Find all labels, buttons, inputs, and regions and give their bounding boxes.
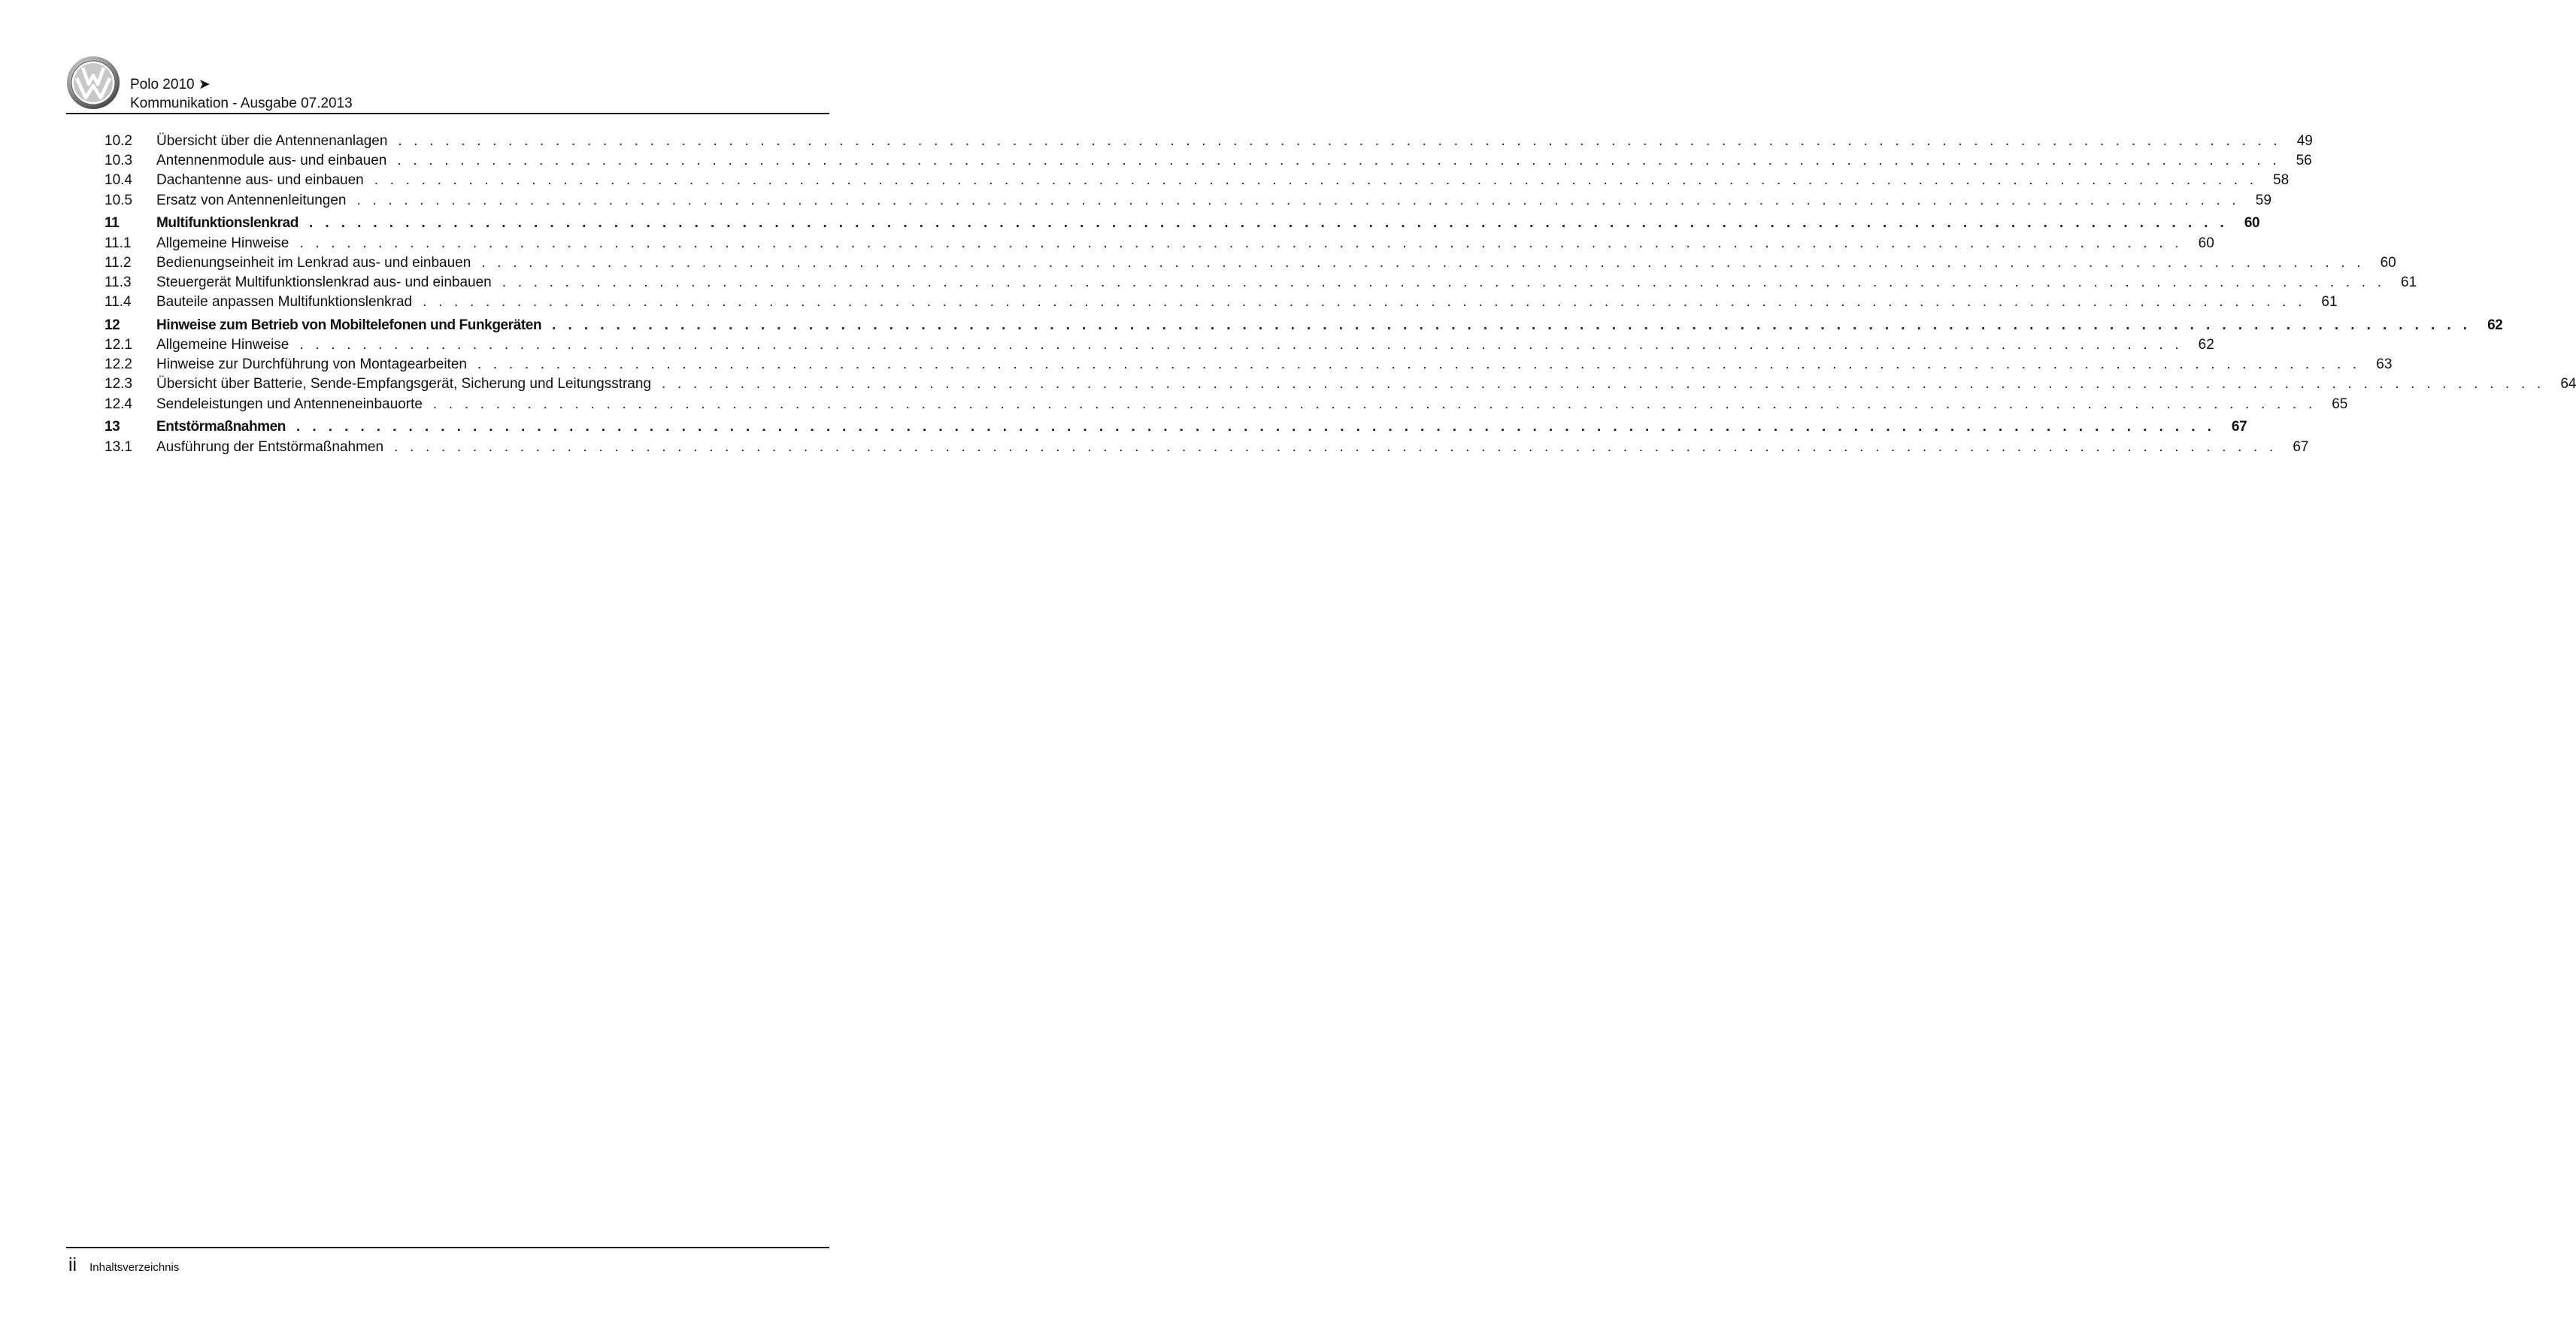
toc-entry-page: 67 bbox=[2293, 438, 2309, 455]
toc-entry-title: Hinweise zur Durchführung von Montagearbeiten bbox=[156, 356, 467, 373]
toc-entry-page: 63 bbox=[2376, 356, 2393, 373]
toc-entry-title: Entstörmaßnahmen bbox=[156, 419, 286, 435]
header-model-line: Polo 2010 ➤ bbox=[130, 77, 211, 92]
toc-entry-number: 12.3 bbox=[105, 376, 132, 393]
toc-entry-page: 58 bbox=[2273, 172, 2290, 189]
toc-entry-title: Multifunktionslenkrad bbox=[156, 215, 299, 232]
toc-entry-title: Bedienungseinheit im Lenkrad aus- und einbauen bbox=[156, 254, 471, 271]
toc-entry-number: 13.1 bbox=[105, 438, 132, 455]
toc-entry-number: 10.2 bbox=[105, 133, 132, 149]
toc-entry-page: 64 bbox=[2560, 376, 2576, 393]
toc-entry-title: Ersatz von Antennenleitungen bbox=[156, 192, 347, 208]
toc-entry-title: Übersicht über die Antennenanlagen bbox=[156, 133, 388, 149]
toc-entry-number: 12 bbox=[105, 317, 120, 333]
toc-entry-page: 59 bbox=[2255, 192, 2271, 208]
toc-entry-title: Bauteile anpassen Multifunktionslenkrad bbox=[156, 294, 413, 311]
toc-entry-number: 13 bbox=[105, 419, 120, 435]
toc-entry-number: 11.4 bbox=[105, 294, 132, 311]
toc-dot-leader: . . . . . . . . . . . . . . . . . . . . . . . . . . . . . . . . . . . . . . . . . . . . . . . . . . . . . . . . . . . . . . . . . . . . . . . . . . . . . . . . . . . . . . . . . . . . . . . . . . . . . . . . . . . . . . . . . . . . . . . . bbox=[662, 376, 2545, 393]
toc-entry-page: 62 bbox=[2487, 317, 2503, 333]
toc-entry-number: 12.2 bbox=[105, 356, 132, 373]
toc-entry-page: 61 bbox=[2321, 294, 2338, 311]
toc-entry[interactable] bbox=[105, 438, 2309, 458]
header-text bbox=[130, 75, 353, 113]
toc-dot-leader: . . . . . . . . . . . . . . . . . . . . . . . . . . . . . . . . . . . . . . . . . . . . . . . . . . . . . . . . . . . . . . . . . . . . . . . . . . . . . . . . . . . . . . . . . . . . . . . . . . . . . . . . . . . . . . . . . . . . . . . . bbox=[432, 396, 2317, 412]
toc-dot-leader: . . . . . . . . . . . . . . . . . . . . . . . . . . . . . . . . . . . . . . . . . . . . . . . . . . . . . . . . . . . . . . . . . . . . . . . . . . . . . . . . . . . . . . . . . . . . . . . . . . . . . . . . . . . . . . . . . . . . . . . . bbox=[299, 235, 2183, 251]
toc-entry-title: Dachantenne aus- und einbauen bbox=[156, 172, 364, 189]
toc-entry-number: 11.3 bbox=[105, 274, 132, 290]
toc-entry-page: 56 bbox=[2296, 153, 2312, 169]
toc-entry[interactable] bbox=[105, 336, 2214, 356]
toc-entry-page: 67 bbox=[2231, 419, 2247, 435]
toc-entry-page: 65 bbox=[2332, 396, 2348, 412]
toc-dot-leader: . . . . . . . . . . . . . . . . . . . . . . . . . . . . . . . . . . . . . . . . . . . . . . . . . . . . . . . . . . . . . . . . . . . . . . . . . . . . . . . . . . . . . . . . . . . . . . . . . . . . . . . . . . . . . . . . . . . . . . . . bbox=[374, 172, 2258, 189]
toc-entry-title: Hinweise zum Betrieb von Mobiltelefonen und Funkgeräten bbox=[156, 317, 542, 333]
toc-dot-leader: . . . . . . . . . . . . . . . . . . . . . . . . . . . . . . . . . . . . . . . . . . . . . . . . . . . . . . . . . . . . . . . . . . . . . . . . . . . . . . . . . . . . . . . . . . . . . . . . . . . . . . . . . . . . . . . . . . . . . . . . bbox=[552, 317, 2471, 333]
toc-dot-leader: . . . . . . . . . . . . . . . . . . . . . . . . . . . . . . . . . . . . . . . . . . . . . . . . . . . . . . . . . . . . . . . . . . . . . . . . . . . . . . . . . . . . . . . . . . . . . . . . . . . . . . . . . . . . . . . . . . . . . . . . bbox=[502, 274, 2386, 290]
toc-dot-leader: . . . . . . . . . . . . . . . . . . . . . . . . . . . . . . . . . . . . . . . . . . . . . . . . . . . . . . . . . . . . . . . . . . . . . . . . . . . . . . . . . . . . . . . . . . . . . . . . . . . . . . . . . . . . . . . . . . . . . . . . bbox=[398, 133, 2281, 149]
toc-entry-page: 61 bbox=[2401, 274, 2417, 290]
toc-entry[interactable] bbox=[105, 375, 2576, 395]
toc-entry-number: 10.3 bbox=[105, 153, 132, 169]
toc-entry-title: Allgemeine Hinweise bbox=[156, 235, 289, 251]
toc-dot-leader: . . . . . . . . . . . . . . . . . . . . . . . . . . . . . . . . . . . . . . . . . . . . . . . . . . . . . . . . . . . . . . . . . . . . . . . . . . . . . . . . . . . . . . . . . . . . . . . . . . . . . . . . . . . . . . . . . . . . . . . . bbox=[423, 294, 2306, 311]
toc-dot-leader: . . . . . . . . . . . . . . . . . . . . . . . . . . . . . . . . . . . . . . . . . . . . . . . . . . . . . . . . . . . . . . . . . . . . . . . . . . . . . . . . . . . . . . . . . . . . . . . . . . . . . . . . . . . . . . . . . . . . . . . . bbox=[397, 153, 2281, 169]
toc-entry-page: 62 bbox=[2198, 337, 2214, 353]
footer-page-number: ii bbox=[68, 1254, 77, 1275]
toc-entry[interactable] bbox=[105, 356, 2393, 375]
header-rule bbox=[66, 113, 829, 114]
toc-entry-number: 12.1 bbox=[105, 337, 132, 353]
toc-entry[interactable] bbox=[105, 274, 2417, 293]
toc-entry-page: 60 bbox=[2380, 254, 2396, 271]
toc-entry-page: 60 bbox=[2244, 215, 2260, 232]
page-footer bbox=[68, 1254, 179, 1276]
toc-entry-number: 12.4 bbox=[105, 396, 132, 412]
toc-entry-number: 10.5 bbox=[105, 192, 132, 208]
toc-chapter-entry[interactable] bbox=[105, 317, 2503, 336]
toc-entry-title: Antennenmodule aus- und einbauen bbox=[156, 153, 387, 169]
toc-entry-title: Übersicht über Batterie, Sende-Empfangsgerät, Sicherung und Leitungsstrang bbox=[156, 376, 652, 393]
toc-entry[interactable] bbox=[105, 192, 2271, 211]
toc-entry-page: 60 bbox=[2198, 235, 2214, 251]
toc-entry-number: 11.1 bbox=[105, 235, 132, 251]
toc-dot-leader: . . . . . . . . . . . . . . . . . . . . . . . . . . . . . . . . . . . . . . . . . . . . . . . . . . . . . . . . . . . . . . . . . . . . . . . . . . . . . . . . . . . . . . . . . . . . . . . . . . . . . . . . . . . . . . . . . . . . . . . . bbox=[309, 215, 2229, 232]
toc-dot-leader: . . . . . . . . . . . . . . . . . . . . . . . . . . . . . . . . . . . . . . . . . . . . . . . . . . . . . . . . . . . . . . . . . . . . . . . . . . . . . . . . . . . . . . . . . . . . . . . . . . . . . . . . . . . . . . . . . . . . . . . . bbox=[394, 438, 2277, 455]
toc-entry-page: 49 bbox=[2296, 133, 2313, 149]
toc-entry[interactable] bbox=[105, 235, 2214, 254]
toc-dot-leader: . . . . . . . . . . . . . . . . . . . . . . . . . . . . . . . . . . . . . . . . . . . . . . . . . . . . . . . . . . . . . . . . . . . . . . . . . . . . . . . . . . . . . . . . . . . . . . . . . . . . . . . . . . . . . . . . . . . . . . . . bbox=[296, 419, 2216, 435]
toc-entry[interactable] bbox=[105, 254, 2396, 274]
toc-entry[interactable] bbox=[105, 396, 2348, 415]
footer-section-label: Inhaltsverzeichnis bbox=[89, 1261, 180, 1274]
toc-entry[interactable] bbox=[105, 293, 2338, 313]
toc-entry-number: 11.2 bbox=[105, 254, 132, 271]
vw-logo-icon bbox=[66, 56, 120, 110]
footer-rule bbox=[66, 1247, 829, 1248]
toc-entry-number: 11 bbox=[105, 215, 120, 232]
toc-dot-leader: . . . . . . . . . . . . . . . . . . . . . . . . . . . . . . . . . . . . . . . . . . . . . . . . . . . . . . . . . . . . . . . . . . . . . . . . . . . . . . . . . . . . . . . . . . . . . . . . . . . . . . . . . . . . . . . . . . . . . . . . bbox=[299, 337, 2183, 353]
toc-entry-title: Allgemeine Hinweise bbox=[156, 337, 289, 353]
toc-entry[interactable] bbox=[105, 132, 2313, 152]
toc-entry-number: 10.4 bbox=[105, 172, 132, 189]
toc-entry-title: Steuergerät Multifunktionslenkrad aus- und einbauen bbox=[156, 274, 492, 290]
toc-entry[interactable] bbox=[105, 171, 2290, 191]
toc-entry-title: Sendeleistungen und Antenneneinbauorte bbox=[156, 396, 423, 412]
toc-chapter-entry[interactable] bbox=[105, 214, 2260, 234]
toc-entry-title: Ausführung der Entstörmaßnahmen bbox=[156, 438, 384, 455]
toc-dot-leader: . . . . . . . . . . . . . . . . . . . . . . . . . . . . . . . . . . . . . . . . . . . . . . . . . . . . . . . . . . . . . . . . . . . . . . . . . . . . . . . . . . . . . . . . . . . . . . . . . . . . . . . . . . . . . . . . . . . . . . . . bbox=[356, 192, 2240, 208]
toc-chapter-entry[interactable] bbox=[105, 418, 2247, 438]
page-header bbox=[66, 53, 829, 113]
toc-entry[interactable] bbox=[105, 152, 2312, 171]
toc-dot-leader: . . . . . . . . . . . . . . . . . . . . . . . . . . . . . . . . . . . . . . . . . . . . . . . . . . . . . . . . . . . . . . . . . . . . . . . . . . . . . . . . . . . . . . . . . . . . . . . . . . . . . . . . . . . . . . . . . . . . . . . . bbox=[477, 356, 2361, 373]
table-of-contents bbox=[105, 132, 2576, 458]
header-subtitle: Kommunikation - Ausgabe 07.2013 bbox=[130, 96, 353, 111]
toc-dot-leader: . . . . . . . . . . . . . . . . . . . . . . . . . . . . . . . . . . . . . . . . . . . . . . . . . . . . . . . . . . . . . . . . . . . . . . . . . . . . . . . . . . . . . . . . . . . . . . . . . . . . . . . . . . . . . . . . . . . . . . . . bbox=[481, 254, 2365, 271]
